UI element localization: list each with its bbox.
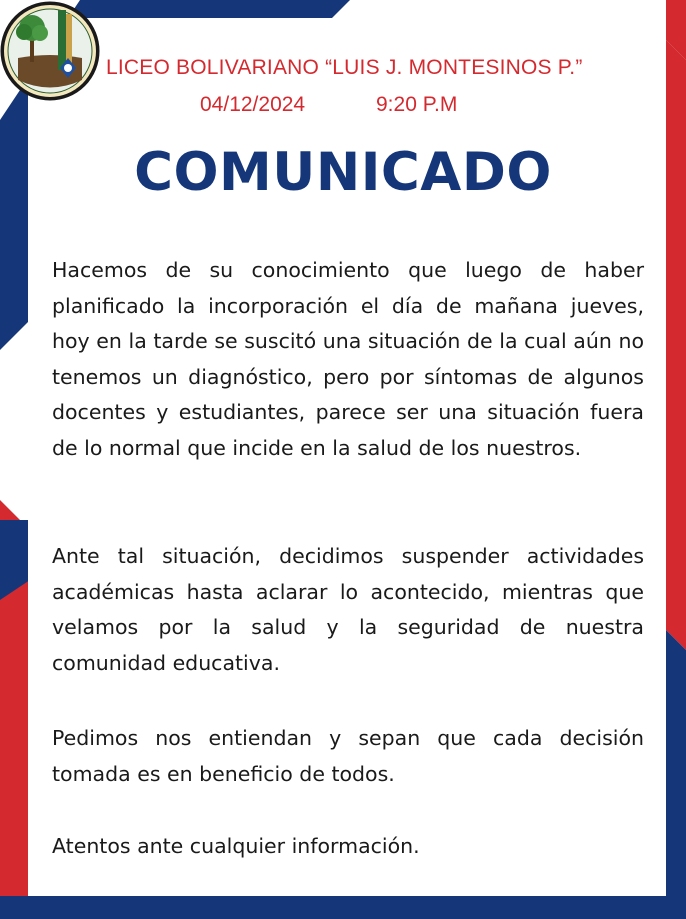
- school-name: LICEO BOLIVARIANO “LUIS J. MONTESINOS P.”: [106, 56, 583, 79]
- school-logo: [0, 0, 100, 102]
- paragraph-suspension: Ante tal situación, decidimos suspender actividades académicas hasta aclarar lo acontecido, mientras que velamos por la salud y la seguridad de nuestra comunidad educativa.: [52, 544, 644, 675]
- paragraph-incident: Hacemos de su conocimiento que luego de haber planificado la incorporación el día de mañana jueves, hoy en la tarde se suscitó una situación de la cual aún no tenemos un diagnóstico, pero por síntomas de algunos docentes y estudiantes, parece ser una situación fuera de lo normal que incide en la salud de los nuestros.: [52, 258, 644, 460]
- paragraph-request: Pedimos nos entiendan y sepan que cada decisión tomada es en beneficio de todos.: [52, 726, 644, 786]
- announcement-date: 04/12/2024: [200, 93, 306, 116]
- announcement-time: 9:20 P.M: [376, 93, 458, 116]
- paragraph-closing: Atentos ante cualquier información.: [52, 834, 420, 858]
- page-title: COMUNICADO: [134, 142, 552, 203]
